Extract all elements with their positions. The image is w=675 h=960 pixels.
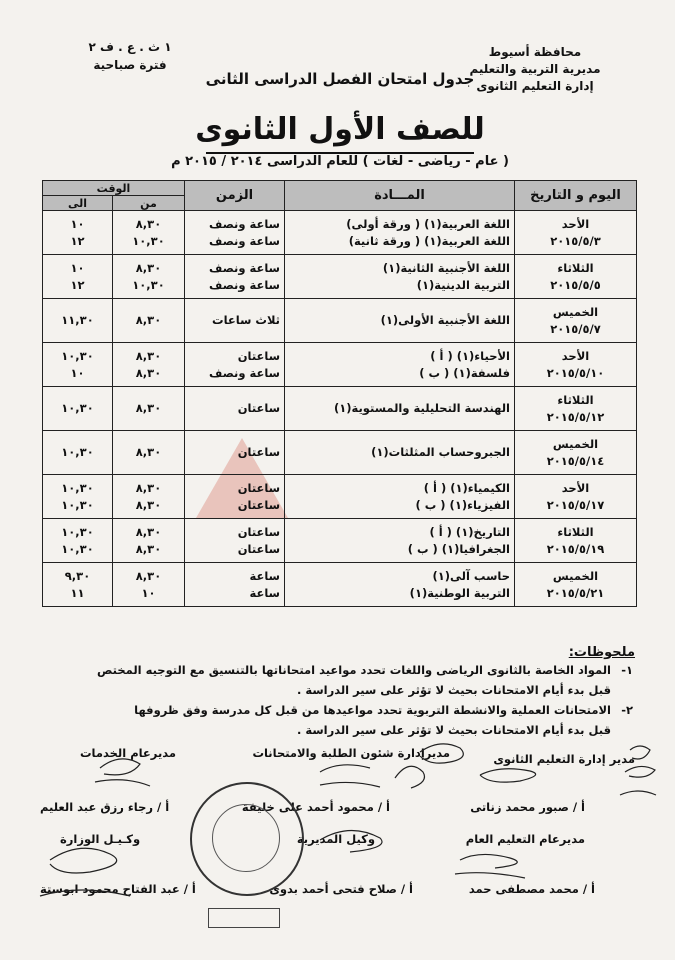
session-period: فترة صباحية xyxy=(93,58,167,72)
subject: الهندسة التحليلية والمستوية(١) xyxy=(333,401,510,415)
subject: اللغة الأجنبية الثانية(١) xyxy=(382,260,510,275)
exam-date: ٢٠١٥/٥/٧ xyxy=(550,321,601,336)
header-day: اليوم و التاريخ xyxy=(515,181,637,211)
header-time: الوقت xyxy=(43,181,185,196)
signature-scribble xyxy=(420,744,463,763)
time-to: ١٠ xyxy=(70,260,85,275)
signature-scribble xyxy=(620,746,656,795)
duration: ساعتان xyxy=(237,445,280,459)
time-to: ١٠ xyxy=(70,365,85,380)
header-line: محافظة أسيوط xyxy=(488,45,582,59)
duration: ساعتان xyxy=(237,401,280,415)
day-name: الثلاثاء xyxy=(557,260,594,275)
subject: اللغة العربية(١) ( ورقة أولى) xyxy=(346,216,510,231)
duration: ساعتان xyxy=(237,497,280,512)
header-duration: الزمن xyxy=(185,181,285,211)
time-from: ٨,٣٠ xyxy=(135,365,162,380)
time-from: ٨,٣٠ xyxy=(135,541,162,556)
time-from: ٨,٣٠ xyxy=(135,313,162,327)
exam-date: ٢٠١٥/٥/١٤ xyxy=(546,453,605,468)
duration: ساعة xyxy=(249,568,280,583)
signature-scribble xyxy=(320,765,380,787)
subject: الفيزياء(١) ( ب ) xyxy=(415,497,510,512)
signature-scribble xyxy=(395,766,425,788)
day-name: الأحد xyxy=(561,216,590,231)
signature-name: أ / محمود أحمد على خليفة xyxy=(241,800,390,814)
day-name: الثلاثاء xyxy=(557,524,594,539)
document-subtitle: ( عام - رياضى - لغات ) للعام الدراسى ٢٠١٤ / ٢٠١٥ م xyxy=(171,154,509,169)
duration: ثلاث ساعات xyxy=(212,313,280,327)
signature-scribble xyxy=(40,848,130,896)
header-line: إدارة التعليم الثانوى xyxy=(476,79,594,93)
document-title: جدول امتحان الفصل الدراسى الثانى xyxy=(205,70,475,88)
time-from: ٨,٣٠ xyxy=(135,480,162,495)
duration: ساعة ونصف xyxy=(209,277,280,292)
note-number: ٢- xyxy=(621,703,633,717)
duration: ساعة ونصف xyxy=(209,233,280,248)
time-from: ٨,٣٠ xyxy=(135,348,162,363)
time-to: ١٠,٣٠ xyxy=(61,524,94,539)
day-name: الثلاثاء xyxy=(557,392,594,407)
signature-name: أ / عبد الفتاح محمود ابوستة xyxy=(40,882,196,896)
signature-title: مديرإدارة شئون الطلبة والامتحانات xyxy=(252,746,450,760)
subject: الكيمياء(١) ( أ ) xyxy=(423,480,510,495)
duration: ساعة xyxy=(249,585,280,600)
signature-name: أ / صلاح فتحى أحمد بدوى xyxy=(269,882,413,896)
session-code: ١ ث . ع . ف ٢ xyxy=(88,40,172,54)
time-from: ٨,٣٠ xyxy=(135,524,162,539)
signature-scribble xyxy=(95,759,150,786)
time-from: ٨,٣٠ xyxy=(135,216,162,231)
time-to: ٩,٣٠ xyxy=(64,568,91,583)
subject: التاريخ(١) ( أ ) xyxy=(429,524,510,539)
time-to: ١٠,٣٠ xyxy=(61,348,94,363)
signature-scribble xyxy=(480,769,536,782)
subject: الجبروحساب المثلثات(١) xyxy=(371,445,510,459)
signature-title: مدير إدارة التعليم الثانوى xyxy=(493,752,635,766)
time-from: ٨,٣٠ xyxy=(135,568,162,583)
exam-date: ٢٠١٥/٥/١٧ xyxy=(546,497,605,512)
time-from: ٨,٣٠ xyxy=(135,260,162,275)
header-line: مديرية التربية والتعليم xyxy=(469,62,601,76)
signature-title: مديرعام التعليم العام xyxy=(465,832,585,846)
subject: فلسفة(١) ( ب ) xyxy=(419,365,510,380)
day-name: الخميس xyxy=(552,568,599,583)
signature-name: أ / رجاء رزق عبد العليم xyxy=(40,800,170,814)
exam-date: ٢٠١٥/٥/٣ xyxy=(550,233,601,248)
exam-date: ٢٠١٥/٥/١٢ xyxy=(546,409,605,424)
note-text: المواد الخاصة بالثانوى الرياضى واللغات تحدد مواعيد امتحاناتها بالتنسيق مع التوجيه المختص xyxy=(96,663,611,677)
signature-name: أ / صبور محمد زناتى xyxy=(470,800,585,814)
subject: الأحياء(١) ( أ ) xyxy=(430,348,510,363)
day-name: الخميس xyxy=(552,304,599,319)
duration: ساعة ونصف xyxy=(209,260,280,275)
signature-scribble xyxy=(455,854,525,878)
time-to: ١٠ xyxy=(70,216,85,231)
time-to: ١٠,٣٠ xyxy=(61,480,94,495)
time-to: ١١,٣٠ xyxy=(61,313,94,327)
header-from: من xyxy=(113,196,185,211)
time-from: ١٠,٣٠ xyxy=(132,277,165,292)
exam-date: ٢٠١٥/٥/١٩ xyxy=(546,541,605,556)
duration: ساعتان xyxy=(237,524,280,539)
header-subject: المـــادة xyxy=(285,181,515,211)
duration: ساعة ونصف xyxy=(209,365,280,380)
subject: حاسب آلى(١) xyxy=(432,568,510,583)
time-from: ١٠,٣٠ xyxy=(132,233,165,248)
signature-title: وكـيـل الوزارة xyxy=(60,832,141,846)
time-to: ١٠,٣٠ xyxy=(61,445,94,459)
duration: ساعتان xyxy=(237,541,280,556)
time-to: ١٠,٣٠ xyxy=(61,541,94,556)
time-from: ٨,٣٠ xyxy=(135,445,162,459)
exam-date: ٢٠١٥/٥/٥ xyxy=(550,277,601,292)
signature-scribble xyxy=(320,830,382,852)
subject: اللغة العربية(١) ( ورقة ثانية) xyxy=(348,233,510,248)
time-from: ١٠ xyxy=(141,585,156,600)
time-to: ١٠,٣٠ xyxy=(61,401,94,415)
signature-name: أ / محمد مصطفى حمد xyxy=(468,882,595,896)
subject: التربية الوطنية(١) xyxy=(409,585,510,600)
signature-title: وكيل المديرية xyxy=(296,832,375,846)
duration: ساعة ونصف xyxy=(209,216,280,231)
subject: التربية الدينية(١) xyxy=(416,277,510,292)
time-to: ١١ xyxy=(70,585,85,600)
time-to: ١٢ xyxy=(70,233,85,248)
day-name: الخميس xyxy=(552,436,599,451)
day-name: الأحد xyxy=(561,480,590,495)
time-from: ٨,٣٠ xyxy=(135,497,162,512)
subject: الجغرافيا(١) ( ب ) xyxy=(407,541,510,556)
note-number: ١- xyxy=(621,663,633,677)
duration: ساعتان xyxy=(237,480,280,495)
signature-title: مديرعام الخدمات xyxy=(80,746,177,760)
duration: ساعتان xyxy=(237,348,280,363)
time-from: ٨,٣٠ xyxy=(135,401,162,415)
header-to: الى xyxy=(43,196,113,211)
subject: اللغة الأجنبية الأولى(١) xyxy=(380,313,510,327)
time-to: ١٢ xyxy=(70,277,85,292)
note-text: الامتحانات العملية والانشطة التربوية تحدد مواعيدها من قبل كل مدرسة وفق ظروفها xyxy=(134,703,611,717)
grade-title: للصف الأول الثانوى xyxy=(195,112,485,147)
exam-date: ٢٠١٥/٥/٢١ xyxy=(546,585,605,600)
day-name: الأحد xyxy=(561,348,590,363)
note-text: قبل بدء أيام الامتحانات بحيث لا تؤثر على سير الدراسة . xyxy=(297,723,611,737)
notes-heading: ملحوظات: xyxy=(568,645,635,660)
exam-date: ٢٠١٥/٥/١٠ xyxy=(546,365,605,380)
note-text: قبل بدء أيام الامتحانات بحيث لا تؤثر على سير الدراسة . xyxy=(297,683,611,697)
time-to: ١٠,٣٠ xyxy=(61,497,94,512)
